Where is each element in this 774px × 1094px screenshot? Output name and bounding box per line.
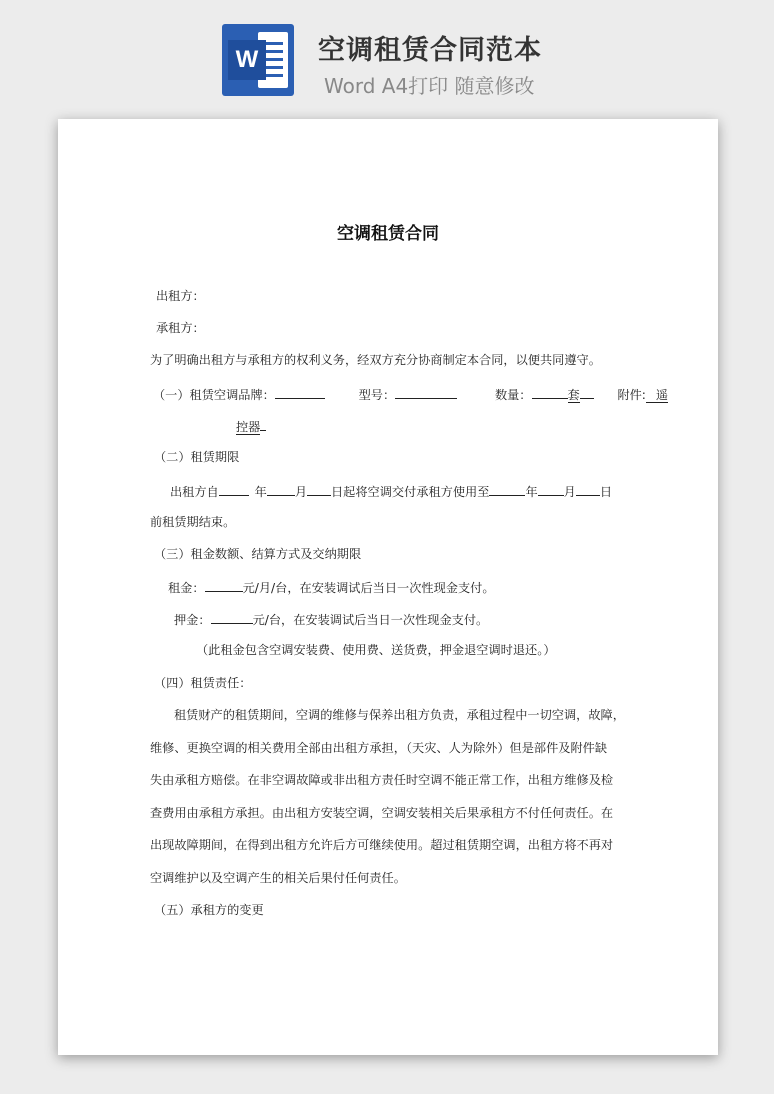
item3-note: （此租金包含空调安装费、使用费、送货费，押金退空调时退还。）: [196, 643, 556, 657]
item1-attachment-value-cont: 控器: [236, 420, 261, 434]
intro-paragraph: 为了明确出租方与承租方的权利义务，经双方充分协商制定本合同，以便共同遵守。: [150, 353, 601, 367]
item4-paragraph-line: 失由承租方赔偿。在非空调故障或非出租方责任时空调不能正常工作，出租方维修及检: [150, 773, 614, 787]
item3-deposit-line: 押金： 元/台，在安装调试后当日一次性现金支付。: [174, 609, 488, 629]
banner-title: 空调租赁合同范本: [318, 35, 542, 66]
item5-heading: （五）承租方的变更: [154, 903, 264, 917]
header-banner: [0, 0, 774, 118]
document-title: 空调租赁合同: [337, 224, 439, 244]
item4-heading: （四）租赁责任：: [154, 676, 252, 690]
item1-attachment-label: 附件:: [617, 388, 646, 402]
item1-qty-unit: 套: [567, 388, 580, 402]
lessee-label: 承租方：: [156, 321, 205, 335]
item4-paragraph-line: 出现故障期间，在得到出租方允许后方可继续使用。超过租赁期空调，出租方将不再对: [150, 838, 614, 852]
brand-blank: [275, 384, 325, 399]
item1-brand-label: （一）租赁空调品牌：: [153, 388, 275, 402]
item1-qty-label: 数量：: [494, 388, 532, 402]
item1-model-label: 型号：: [358, 388, 396, 402]
item2-heading: （二）租赁期限: [154, 450, 240, 464]
item2-line2: 前租赁期结束。: [150, 515, 236, 529]
word-icon: [222, 24, 294, 96]
item1-line: [153, 384, 668, 404]
word-logo-letter: W: [228, 40, 266, 80]
model-blank: [395, 384, 457, 399]
item4-paragraph-line: 租赁财产的租赁期间，空调的维修与保养出租方负责，承租过程中一切空调，故障，: [174, 708, 625, 722]
item3-rent-line: 租金： 元/月/台，在安装调试后当日一次性现金支付。: [168, 577, 495, 597]
item2-line1: 出租方自 年 月 日起将空调交付承租方使用至 年 月 日: [170, 481, 612, 501]
item4-paragraph-line: 空调维护以及空调产生的相关后果付任何责任。: [150, 871, 406, 885]
item4-paragraph-line: 维修、更换空调的相关费用全部由出租方承担，（天灾、人为除外）但是部件及附件缺: [150, 741, 608, 755]
banner-subtitle: Word A4打印 随意修改: [324, 74, 535, 98]
item4-paragraph-line: 查费用由承租方承担。由出租方安装空调，空调安装相关后果承租方不付任何责任。在: [150, 806, 614, 820]
lessor-label: 出租方：: [156, 289, 205, 303]
item1-attachment-value: 遥: [646, 388, 668, 403]
item3-heading: （三）租金数额、结算方式及交纳期限: [154, 547, 362, 561]
document-page: [58, 119, 718, 1055]
